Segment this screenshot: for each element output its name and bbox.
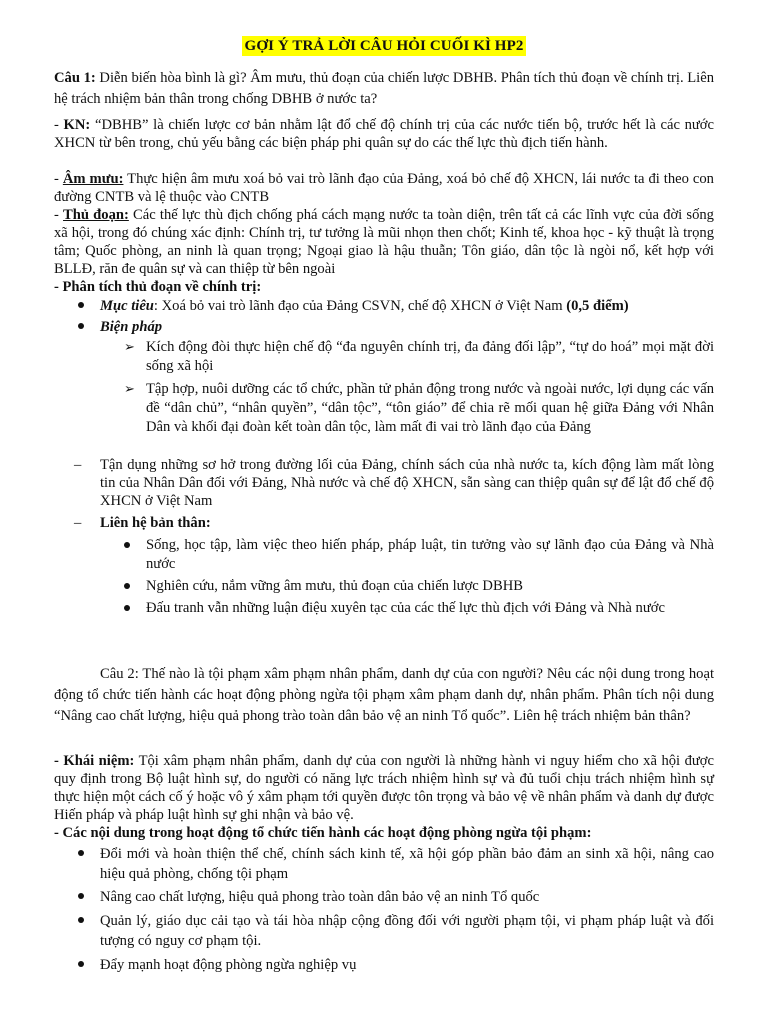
conspiracy-prefix: -	[54, 171, 63, 187]
analysis-heading: - Phân tích thủ đoạn về chính trị:	[54, 279, 262, 295]
self-relation-item	[146, 536, 714, 574]
bullet-icon	[78, 961, 84, 967]
contents-list	[100, 844, 714, 975]
bullet-icon	[124, 605, 130, 611]
conspiracy-block	[54, 170, 714, 206]
dash-bullet: –	[74, 457, 82, 473]
objective-text: : Xoá bỏ vai trò lãnh đạo của Đảng CSVN, chế độ XHCN ở Việt Nam	[153, 298, 567, 314]
tactics-block	[54, 206, 714, 278]
self-relation-heading-item	[74, 514, 714, 532]
contents-text: Đẩy mạnh hoạt động phòng ngừa nghiệp vụ	[100, 957, 357, 973]
document-title: GỢI Ý TRẢ LỜI CÂU HỎI CUỐI KÌ HP2	[242, 36, 527, 56]
tactics-label: Thủ đoạn:	[63, 207, 129, 223]
concept-label: - Khái niệm:	[54, 753, 135, 769]
exploit-item	[74, 456, 714, 510]
measures-list	[124, 338, 714, 437]
measure-text: Tập hợp, nuôi dưỡng các tổ chức, phần tử phản động trong nước và ngoài nước, lợi dụng các vấn đề “dân chủ”, “nhân quyền”, “dân tộc”, “tôn giáo” để chia rẽ mối quan hệ giữa Đảng với Nhân Dân và khối đại đoàn kết toàn dân tộc, làm mất đi vai trò lãnh đạo của Đảng	[146, 381, 714, 435]
contents-text: Đổi mới và hoàn thiện thể chế, chính sách kinh tế, xã hội góp phần bảo đảm an sinh xã hội, nâng cao hiệu quả phòng, chống tội phạm	[100, 846, 714, 882]
tactics-text: Các thế lực thù địch chống phá cách mạng nước ta toàn diện, trên tất cả các lĩnh vực của đời sống xã hội, trong đó chúng xác định: Chính trị, tư tưởng là mũi nhọn then chốt; Kinh tế, khoa học - kỹ thuật là trọng tâm; Quốc phòng, an ninh là quan trọng; Ngoại giao là hậu thuẫn; Tôn giáo, dân tộc là ngòi nổ, kết hợp với BLLĐ, răn đe quân sự và can thiệp từ bên ngoài	[54, 207, 714, 277]
analysis-heading-block	[54, 278, 714, 296]
contents-heading: - Các nội dung trong hoạt động tổ chức tiến hành các hoạt động phòng ngừa tội phạm:	[54, 825, 592, 841]
measures-item	[100, 317, 714, 338]
self-relation-list	[146, 536, 714, 618]
dash-bullet: –	[74, 515, 82, 531]
self-relation-text: Nghiên cứu, nắm vững âm mưu, thủ đoạn của chiến lược DBHB	[146, 578, 523, 594]
question-1-label: Câu 1:	[54, 70, 96, 86]
self-relation-text: Sống, học tập, làm việc theo hiến pháp, pháp luật, tin tưởng vào sự lãnh đạo của Đảng và Nhà nước	[146, 537, 714, 572]
title-wrap	[0, 36, 768, 56]
question-1-text: Diễn biến hòa bình là gì? Âm mưu, thủ đoạn của chiến lược DBHB. Phân tích thủ đoạn về chính trị. Liên hệ trách nhiệm bản thân trong chống DBHB ở nước ta?	[54, 70, 714, 107]
contents-item	[100, 911, 714, 951]
exploit-block	[74, 456, 714, 510]
self-relation-heading: Liên hệ bản thân:	[100, 515, 211, 531]
objective-list	[100, 296, 714, 338]
self-relation-heading-block	[74, 514, 714, 532]
question-2-label: Câu 2:	[100, 666, 139, 682]
objective-points: (0,5 điểm)	[566, 298, 629, 314]
question-2-text: Thế nào là tội phạm xâm phạm nhân phẩm, danh dự của con người? Nêu các nội dung trong hoạt động tổ chức tiến hành các hoạt động phòng ngừa tội phạm xâm phạm danh dự, nhân phẩm. Phân tích nội dung “Nâng cao chất lượng, hiệu quả phong trào toàn dân bảo vệ an ninh Tổ quốc”. Liên hệ trách nhiệm bản thân?	[54, 666, 714, 724]
bullet-icon	[78, 323, 84, 329]
arrow-bullet-icon: ➢	[124, 340, 135, 355]
contents-item	[100, 955, 714, 975]
self-relation-item	[146, 577, 714, 596]
self-relation-text: Đấu tranh vẫn những luận điệu xuyên tạc của các thế lực thù địch với Đảng và Nhà nước	[146, 600, 665, 616]
measure-text: Kích động đòi thực hiện chế độ “đa nguyên chính trị, đa đảng đối lập”, “tự do hoá” mọi mặt đời sống xã hội	[146, 339, 714, 374]
definition-block	[54, 116, 714, 152]
contents-item	[100, 887, 714, 907]
concept-block	[54, 752, 714, 824]
measure-item	[124, 338, 714, 376]
bullet-icon	[124, 583, 130, 589]
bullet-icon	[124, 542, 130, 548]
question-2	[54, 664, 714, 727]
contents-text: Nâng cao chất lượng, hiệu quả phong trào toàn dân bảo vệ an ninh Tổ quốc	[100, 889, 540, 905]
conspiracy-label: Âm mưu:	[62, 171, 124, 187]
definition-prefix: -	[54, 117, 64, 133]
bullet-icon	[78, 850, 84, 856]
bullet-icon	[78, 302, 84, 308]
arrow-bullet-icon: ➢	[124, 382, 135, 397]
objective-label: Mục tiêu	[100, 298, 154, 314]
measures-label: Biện pháp	[100, 319, 163, 335]
definition-label: KN:	[63, 117, 91, 133]
measure-item	[124, 380, 714, 437]
question-1	[54, 68, 714, 110]
definition-text: “DBHB” là chiến lược cơ bản nhằm lật đổ chế độ chính trị của các nước tiến bộ, trước hết là các nước XHCN từ bên trong, chủ yếu bằng các biện pháp phi quân sự do các thế lực thù địch tiến hành.	[54, 117, 714, 151]
bullet-icon	[78, 893, 84, 899]
bullet-icon	[78, 917, 84, 923]
concept-text: Tội xâm phạm nhân phẩm, danh dự của con người là những hành vi nguy hiểm cho xã hội được quy định trong Bộ luật hình sự, do người có năng lực trách nhiệm hình sự và đủ tuổi chịu trách nhiệm hình sự thực hiện một cách cố ý hoặc vô ý xâm phạm tới quyền được tôn trọng và bảo vệ về nhân phẩm và danh dự được Hiến pháp và pháp luật hình sự ghi nhận và bảo vệ.	[54, 753, 714, 823]
contents-heading-block	[54, 824, 714, 842]
contents-item	[100, 844, 714, 884]
objective-item	[100, 296, 714, 317]
tactics-prefix: -	[54, 207, 64, 223]
exploit-text: Tận dụng những sơ hở trong đường lối của Đảng, chính sách của nhà nước ta, kích động làm mất lòng tin của Nhân Dân đối với Đảng, Nhà nước và chế độ XHCN, sẵn sàng can thiệp quân sự để lật đổ chế độ XHCN ở Việt Nam	[100, 457, 714, 509]
self-relation-item	[146, 599, 714, 618]
conspiracy-text: Thực hiện âm mưu xoá bỏ vai trò lãnh đạo của Đảng, xoá bỏ chế độ XHCN, lái nước ta đi theo con đường CNTB và lệ thuộc vào CNTB	[54, 171, 714, 205]
contents-text: Quản lý, giáo dục cải tạo và tái hòa nhập cộng đồng đối với người phạm tội, vi phạm pháp luật và đối tượng có nguy cơ phạm tội.	[100, 913, 714, 949]
